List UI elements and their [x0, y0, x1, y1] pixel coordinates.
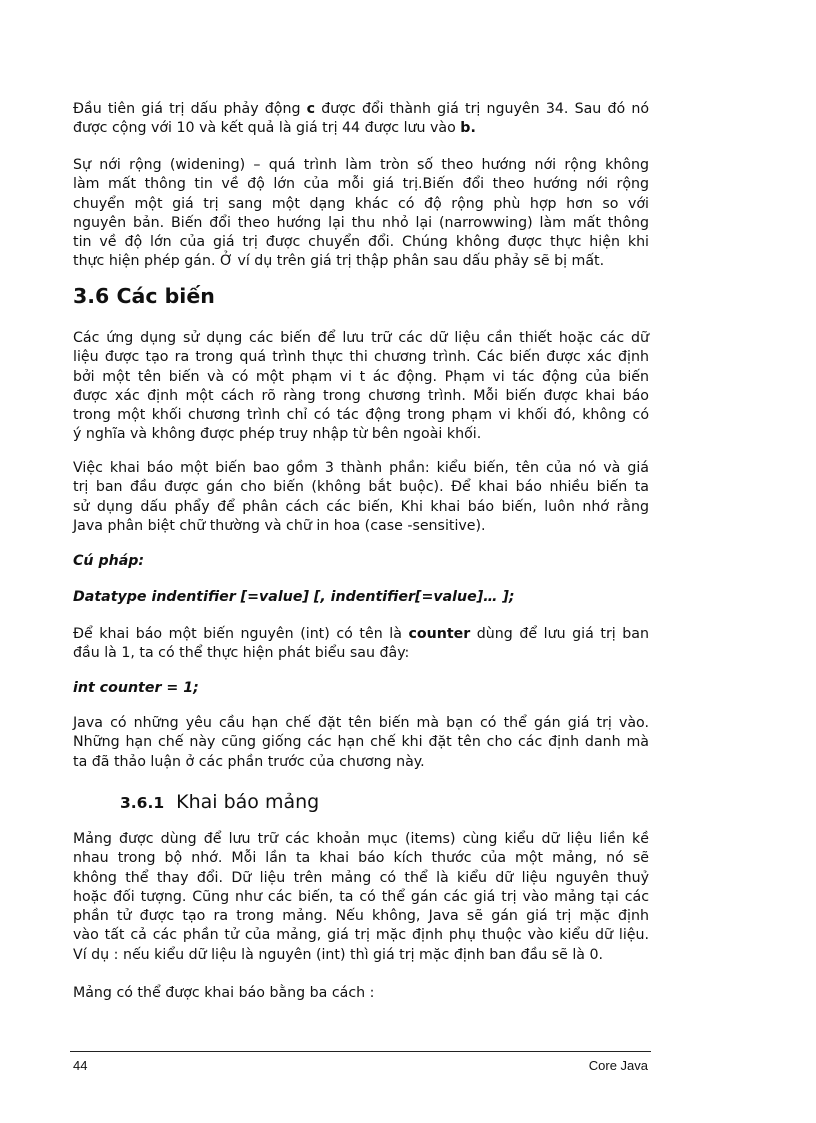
text-line: trị ban đầu được gán cho biến (không bắt buộc). Để khai báo nhiều biến ta [73, 479, 649, 496]
footer-divider [70, 1051, 651, 1052]
text-line: Java có những yêu cầu hạn chế đặt tên biến mà bạn có thể gán giá trị vào. [73, 715, 649, 731]
subsection-heading [120, 791, 319, 813]
text-line: chuyển một giá trị sang một dạng khác có độ rộng phù hợp hơn so với [73, 195, 649, 212]
text-line: Java phân biệt chữ thường và chữ in hoa (case -sensitive). [73, 517, 486, 534]
text-line: tin về độ lớn của giá trị được chuyển đổi. Chúng không được thực hiện khi [73, 234, 649, 251]
text-line: ý nghĩa và không được phép truy nhập từ bên ngoài khối. [73, 426, 482, 443]
text-line: Ví dụ : nếu kiểu dữ liệu là nguyên (int) thì giá trị mặc định ban đầu sẽ là 0. [73, 946, 604, 963]
text-line: sử dụng dấu phẩy để phân cách các biến, Khi khai báo biến, luôn nhớ rằng [73, 498, 649, 515]
section-title: Các biến [116, 284, 215, 308]
text-line: Những hạn chế này cũng giống các hạn chế khi đặt tên cho các định danh mà [73, 734, 649, 751]
text-line: hoặc đối tượng. Cũng như các biến, ta có thể gán các giá trị vào mảng tại các [73, 888, 649, 905]
page-number: 44 [73, 1058, 88, 1073]
section-heading [73, 284, 215, 308]
text-line: nguyên bản. Biến đổi theo hướng lại thu nhỏ lại (narrowwing) làm mất thông [73, 214, 649, 231]
paragraph-widening [73, 156, 649, 272]
book-title: Core Java [588, 1058, 648, 1073]
paragraph-counter-example: Để khai báo một biến nguyên (int) có tên là counter dùng để lưu giá trị ban đầu là 1, ta có thể thực hiện phát biểu sau đây: [73, 625, 649, 664]
text-line: Mảng được dùng để lưu trữ các khoản mục (items) cùng kiểu dữ liệu liền kề [73, 831, 649, 847]
text-line: làm mất thông tin về độ lớn của mỗi giá trị.Biến đổi theo hướng nới rộng [73, 176, 649, 193]
subsection-title: Khai báo mảng [176, 791, 320, 813]
text-line: trong một khối chương trình chỉ có tác động trong phạm vi khối đó, không có [73, 407, 649, 424]
text-line: đầu là 1, ta có thể thực hiện phát biểu sau đây: [73, 645, 410, 662]
paragraph-naming-rules [73, 714, 649, 772]
text-line: thực hiện phép gán. Ở ví dụ trên giá trị thập phân sau dấu phảy sẽ bị mất. [73, 253, 605, 270]
subsection-number: 3.6.1 [120, 794, 165, 812]
text-line: Sự nới rộng (widening) – quá trình làm tròn số theo hướng nới rộng không [73, 157, 649, 173]
text-line: được xác định một cách rõ ràng trong chương trình. Mỗi biến được khai báo [73, 387, 649, 404]
paragraph-type-conversion: Đầu tiên giá trị dấu phảy động c được đổi thành giá trị nguyên 34. Sau đó nó được cộng với 10 và kết quả là giá trị 44 được lưu vào b. [73, 101, 650, 137]
paragraph-variables-intro [73, 329, 649, 445]
section-number: 3.6 [73, 284, 110, 308]
paragraph-array-ways: Mảng có thể được khai báo bằng ba cách : [73, 985, 375, 1001]
text-line: không thể thay đổi. Dữ liệu trên mảng có thể là kiểu dữ liệu nguyên thuỷ [73, 869, 649, 886]
syntax-code: Datatype indentifier [=value] [, indentifier[=value]… ]; [73, 589, 515, 605]
text-line: ta đã thảo luận ở các phần trước của chương này. [73, 753, 425, 770]
text-line: Việc khai báo một biến bao gồm 3 thành phần: kiểu biến, tên của nó và giá [73, 460, 649, 476]
text-line: Các ứng dụng sử dụng các biến để lưu trữ các dữ liệu cần thiết hoặc các dữ [73, 330, 649, 346]
text-line: nhau trong bộ nhớ. Mỗi lần ta khai báo kích thước của một mảng, nó sẽ [73, 850, 649, 867]
text-line: liệu được tạo ra trong quá trình thực thi chương trình. Các biến được xác định [73, 349, 649, 366]
text-line: vào tất cả các phần tử của mảng, giá trị mặc định phụ thuộc vào kiểu dữ liệu. [73, 927, 649, 944]
text-line: bởi một tên biến và có một phạm vi t ác động. Phạm vi tác động của biến [73, 368, 649, 385]
syntax-label: Cú pháp: [73, 553, 145, 569]
paragraph-declaration [73, 459, 649, 536]
text-line: phần tử được tạo ra trong mảng. Nếu không, Java sẽ gán giá trị mặc định [73, 908, 649, 925]
paragraph-arrays [73, 830, 649, 965]
example-code: int counter = 1; [73, 680, 199, 696]
